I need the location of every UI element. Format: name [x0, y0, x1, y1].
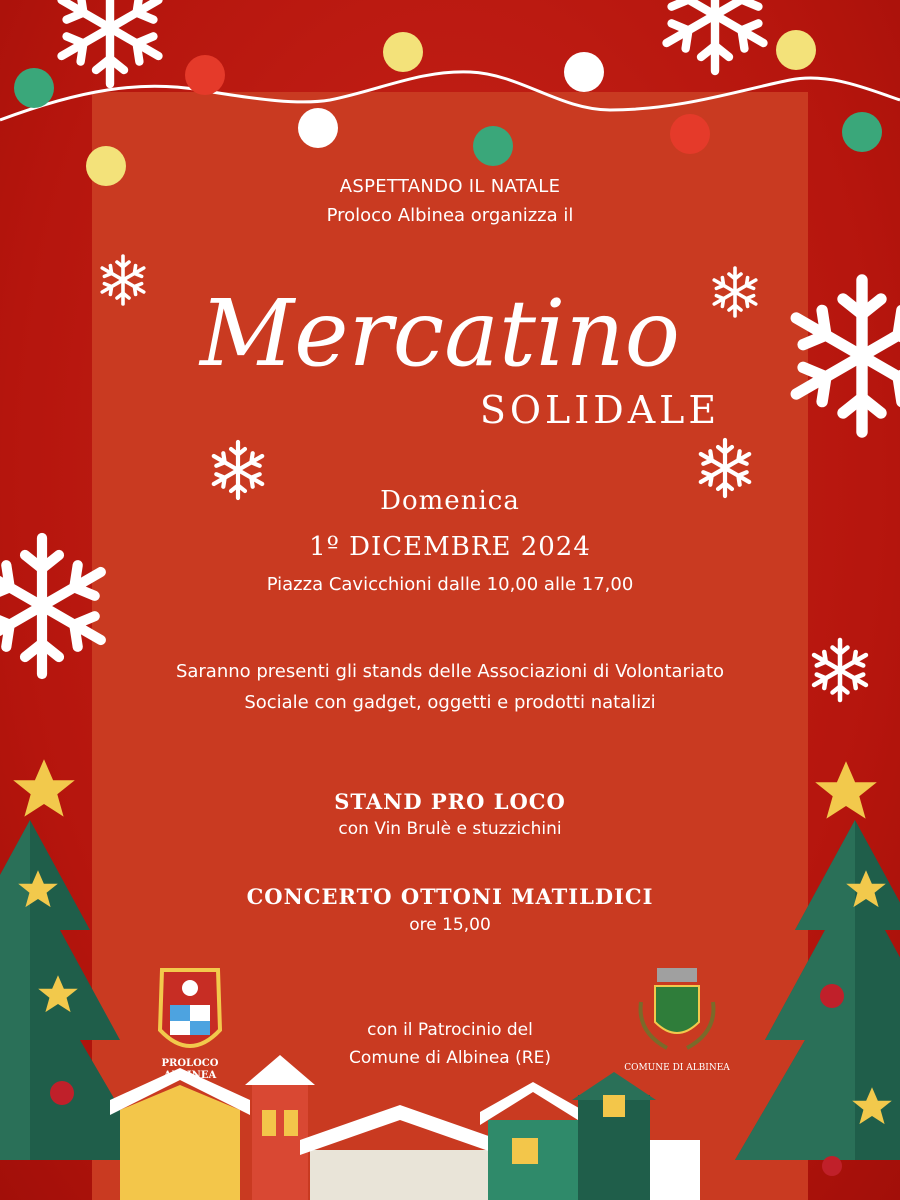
comune-logo-label: COMUNE DI ALBINEA: [624, 1063, 730, 1073]
patronage-line-1: con il Patrocinio del: [367, 1020, 533, 1040]
stand-title: STAND PRO LOCO: [334, 789, 566, 814]
stand-subtitle: con Vin Brulè e stuzzichini: [338, 819, 562, 839]
header-line-1: ASPETTANDO IL NATALE: [339, 176, 561, 197]
title-script: [160, 255, 720, 405]
concert-time: ore 15,00: [409, 915, 491, 935]
patronage-line-2: Comune di Albinea (RE): [349, 1048, 551, 1068]
proloco-logo-label: [150, 1058, 230, 1082]
event-day: Domenica: [380, 486, 520, 516]
title-script-word: Mercatino: [199, 280, 681, 387]
proloco-label-line-2: ALBINEA: [163, 1070, 217, 1081]
header-line-2: Proloco Albinea organizza il: [326, 205, 574, 226]
title-subtitle: SOLIDALE: [479, 388, 721, 432]
event-description: Saranno presenti gli stands delle Associazioni di Volontariato Sociale con gadget, oggetti e prodotti natalizi: [175, 661, 725, 713]
event-place-time: Piazza Cavicchioni dalle 10,00 alle 17,00: [266, 574, 634, 595]
concert-title: CONCERTO OTTONI MATILDICI: [246, 884, 654, 909]
christmas-lights-icon: [14, 30, 882, 186]
event-date: 1º DICEMBRE 2024: [309, 532, 591, 562]
proloco-label-line-1: PROLOCO: [161, 1058, 219, 1069]
